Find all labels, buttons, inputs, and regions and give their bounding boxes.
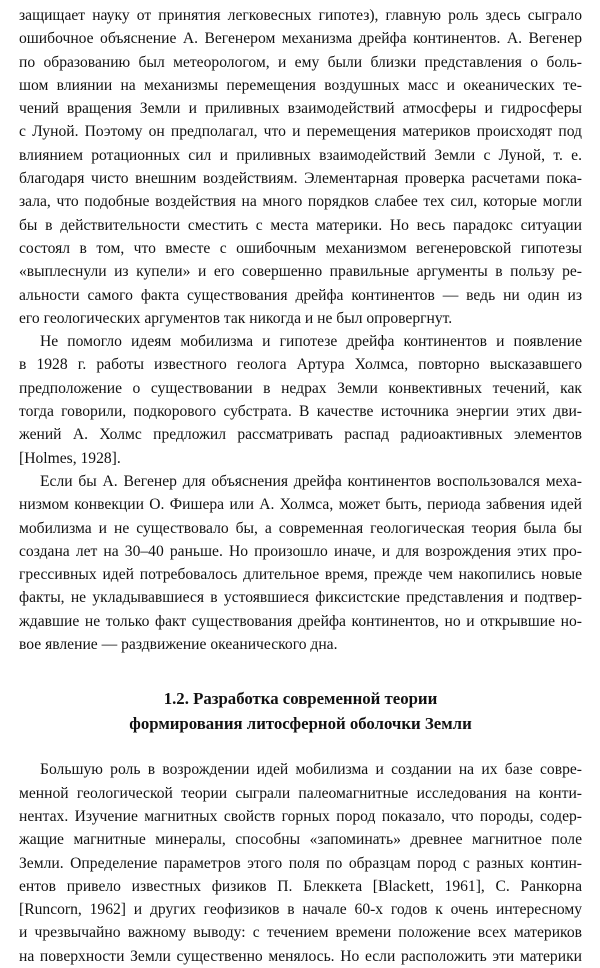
text-line: Большую роль в возрождении идей мобилизма и создании на их базе совре- [40,761,582,779]
text-line: по образованию был метеорологом, и ему были близки представления о боль- [19,53,582,71]
text-line: грессивных идей потребовалось длительное время, прежде чем накопились новые [19,566,582,584]
text-line: с Луной. Поэтому он предполагал, что и перемещения материков происходят под [19,123,582,141]
text-line: шом влиянии на механизмы перемещения воздушных масс и океанических те- [19,76,582,94]
text-line: защищает науку от принятия легковесных гипотез), главную роль здесь сыграло [19,7,582,24]
paragraph-convection [19,470,582,656]
text-line: чений вращения Земли и приливных взаимодействий атмосферы и гидросферы [19,100,582,118]
text-line: предположение о существовании в недрах Земли конвективных течений, как [19,379,582,397]
text-line: [Runcorn, 1962] и других геофизиков в начале 60-х годов к очень интересному [19,901,582,919]
text-line: «выплеснули из купели» и его совершенно правильные аргументы в пользу ре- [19,263,582,281]
text-line: альности самого факта существования дрейфа континентов — ведь ни один из [19,286,582,304]
paragraph-holmes [19,330,582,470]
section-heading [19,686,582,736]
text-line: вое явление — раздвижение океанического дна. [19,636,338,654]
text-line: создана лет на 30–40 раньше. Но произошло иначе, и для возрождения этих про- [19,542,582,560]
text-line: менной геологической теории сыграли палеомагнитные исследования на конти- [19,784,582,802]
text-line: на поверхности Земли существенно менялось. Но если расположить эти материки [19,947,582,965]
paragraph-paleomagnetism [19,758,582,968]
text-line: Не помогло идеям мобилизма и гипотезе дрейфа континентов и появление [40,333,582,351]
text-line: жащие магнитные минералы, способны «запоминать» древнее магнитное поле [19,831,582,849]
text-line: факты, не укладывавшиеся в устоявшиеся фиксистские представления и подтвер- [19,589,582,607]
text-line: в 1928 г. работы известного геолога Артура Холмса, повторно высказавшего [19,356,582,374]
text-line: и чрезвычайно важному выводу: с течением времени положение всех материков [19,924,582,942]
text-line: нентах. Изучение магнитных свойств горных пород показало, что породы, содер- [19,807,582,825]
book-page [19,4,582,968]
section-heading-line-2: формирования литосферной оболочки Земли [129,714,472,734]
text-line: состоял в том, что вместе с ошибочным механизмом вегенеровской гипотезы [19,239,582,257]
text-line: мобилизма и не существовало бы, а современная геологическая теория была бы [19,519,582,537]
text-line: ждавшие не только факт существования дрейфа континентов, но и открывшие но- [19,612,582,630]
text-line: ентов привело известных физиков П. Блеккета [Blackett, 1961], С. Ранкорна [19,877,582,895]
text-line: Если бы А. Вегенер для объяснения дрейфа континентов воспользовался меха- [40,472,582,490]
text-line: Земли. Определение параметров этого поля по образцам пород с разных контин- [19,854,582,872]
text-line: жений А. Холмс предложил рассматривать распад радиоактивных элементов [19,426,582,444]
text-line: ошибочное объяснение А. Вегенером механизма дрейфа континентов. А. Вегенер [19,30,582,48]
text-line: бы в действительности сместить с места материки. Но весь парадокс ситуации [19,216,582,234]
text-line: зала, что подобные воздействия на много порядков слабее тех сил, которые могли [19,193,582,211]
text-line: низмом конвекции О. Фишера или А. Холмса, может быть, периода забвения идей [19,496,582,514]
text-line: тогда говорили, подкорового субстрата. В качестве источника энергии этих дви- [19,403,582,421]
text-line: его геологических аргументов так никогда и не был опровергнут. [19,309,453,327]
text-line: благодаря чисто внешним воздействиям. Элементарная проверка расчетами пока- [19,170,582,188]
text-line: влиянием ротационных сил и приливных взаимодействий Земли с Луной, т. е. [19,146,582,164]
text-line: [Holmes, 1928]. [19,449,121,467]
section-heading-line-1: 1.2. Разработка современной теории [163,689,438,709]
paragraph-wegener-error [19,4,582,330]
